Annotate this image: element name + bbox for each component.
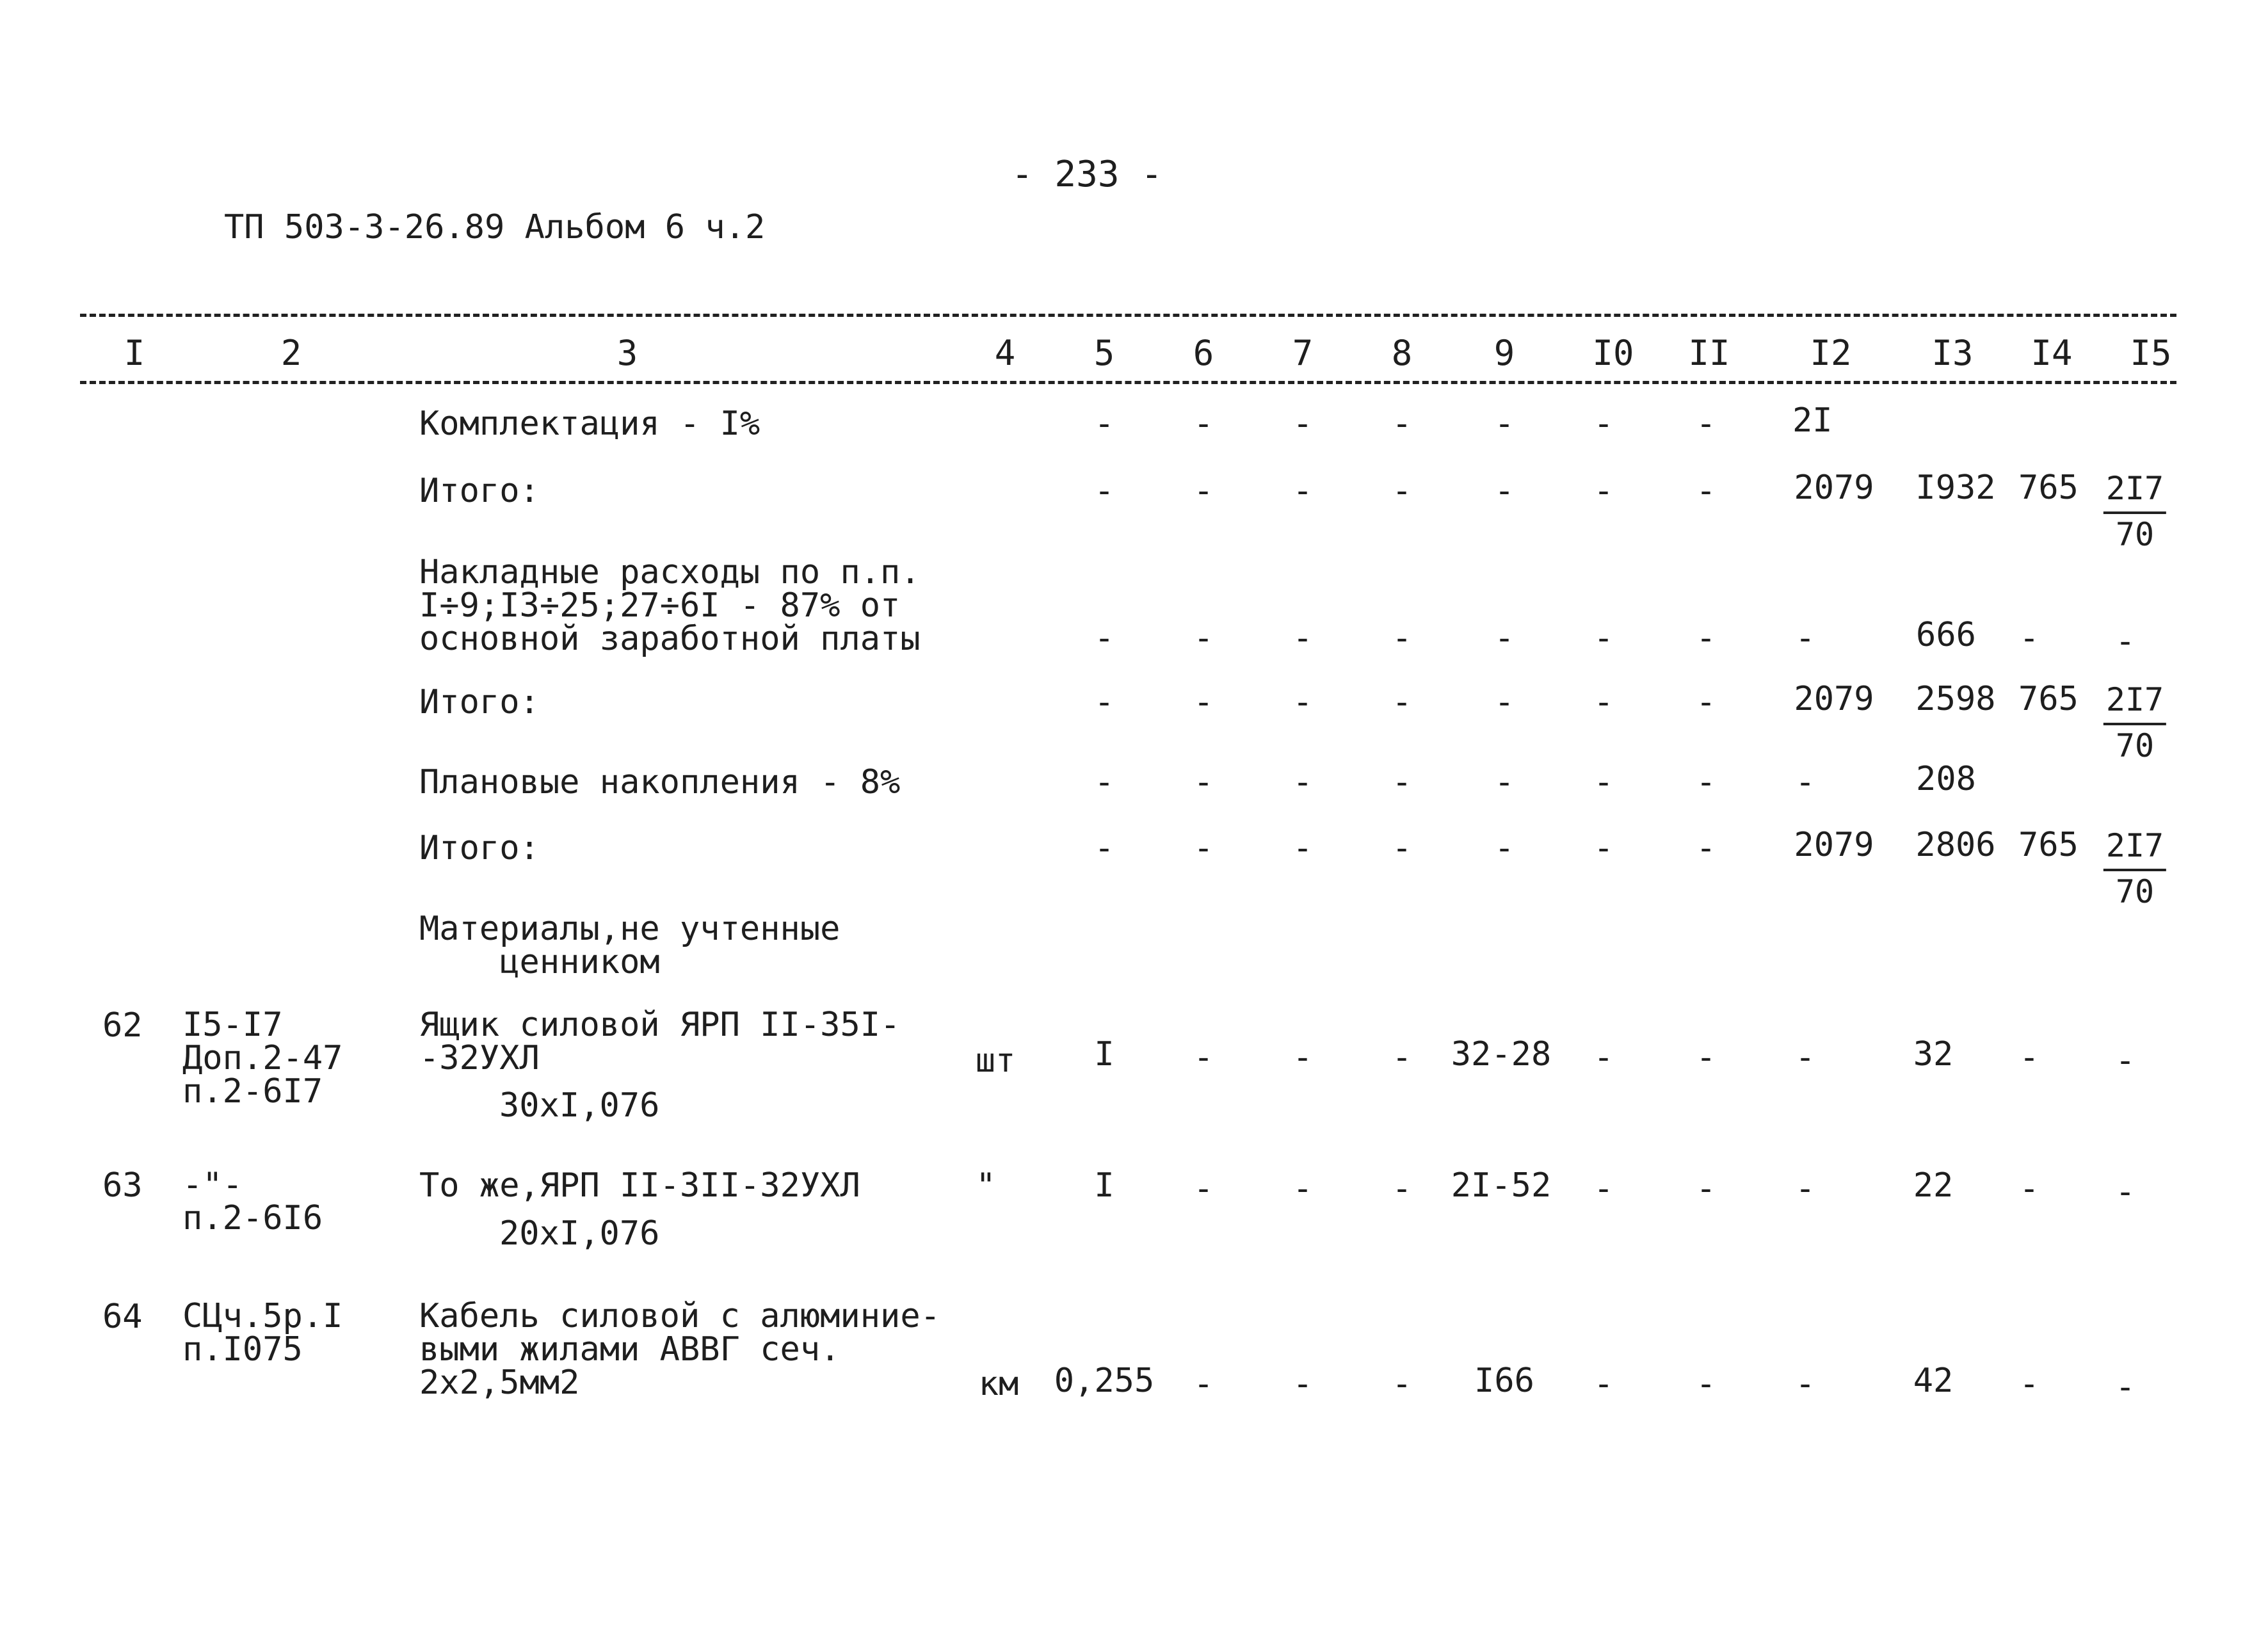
cell-col14: 765	[2018, 680, 2079, 718]
cell-unit: км	[978, 1365, 1019, 1403]
cell-col8: -	[1392, 1170, 1412, 1208]
price-code: СЦч.5р.I п.I075	[182, 1297, 343, 1369]
cell-col10: -	[1593, 472, 1614, 510]
cell-col5: I	[1094, 1035, 1114, 1074]
column-header-14: I4	[2031, 333, 2073, 373]
cell-col11: -	[1696, 619, 1716, 657]
cell-col7: -	[1292, 405, 1313, 443]
cell-col10: -	[1593, 1365, 1614, 1403]
column-header-1: I	[124, 333, 145, 373]
cell-col6: -	[1193, 683, 1214, 721]
cell-col12: 2079	[1794, 826, 1874, 864]
cell-col10: -	[1593, 1038, 1614, 1077]
cell-col12: -	[1795, 1170, 1815, 1208]
cell-col13: 32	[1913, 1035, 1954, 1074]
cell-col9: 2I-52	[1451, 1166, 1552, 1205]
cell-col12: 2079	[1794, 469, 1874, 507]
cell-col7: -	[1292, 829, 1313, 867]
column-header-7: 7	[1292, 333, 1314, 373]
cell-col9: -	[1494, 619, 1515, 657]
cell-col12: 2079	[1794, 680, 1874, 718]
price-code: I5-I7 Доп.2-47 п.2-6I7	[182, 1006, 343, 1111]
cell-col7: -	[1292, 619, 1313, 657]
cell-col11: -	[1696, 829, 1716, 867]
cell-col9: I66	[1474, 1362, 1534, 1400]
cell-col14: 765	[2018, 469, 2079, 507]
cell-unit: шт	[975, 1042, 1016, 1080]
cell-col6: -	[1193, 1038, 1214, 1077]
cell-col14: -	[2019, 1038, 2039, 1077]
cell-col8: -	[1392, 405, 1412, 443]
column-header-15: I5	[2130, 333, 2172, 373]
cell-col12: -	[1795, 763, 1815, 801]
cell-col11: -	[1696, 763, 1716, 801]
cell-col15: -	[2115, 1368, 2135, 1406]
row-number: 64	[102, 1298, 143, 1336]
cell-col13: 666	[1916, 616, 1976, 654]
cell-col6: -	[1193, 619, 1214, 657]
fraction-denominator: 70	[2115, 727, 2155, 764]
page-number: - 233 -	[1011, 154, 1163, 195]
cell-col9: -	[1494, 829, 1515, 867]
cell-col5: -	[1094, 405, 1114, 443]
cell-col13: 22	[1913, 1166, 1954, 1205]
cell-col13: I932	[1915, 469, 1996, 507]
cell-col14: -	[2019, 1365, 2039, 1403]
cell-col15-fraction	[2103, 471, 2166, 553]
cell-unit: "	[976, 1166, 996, 1205]
row-sub-formula: 30хI,076	[499, 1086, 660, 1125]
cell-col8: -	[1392, 1365, 1412, 1403]
cell-col10: -	[1593, 1170, 1614, 1208]
document-code: ТП 503-3-26.89 Альбом 6 ч.2	[224, 208, 766, 246]
header-rule-bottom	[80, 381, 2176, 384]
row-description: Итого:	[419, 683, 540, 721]
cell-col7: -	[1292, 1170, 1313, 1208]
column-header-10: I0	[1592, 333, 1634, 373]
cell-col11: -	[1696, 405, 1716, 443]
section-heading: Материалы,не учтенные ценником	[419, 910, 840, 981]
cell-col13: 42	[1913, 1362, 1954, 1400]
cell-col10: -	[1593, 763, 1614, 801]
row-number: 63	[102, 1166, 143, 1205]
row-description: Комплектация - I%	[419, 405, 760, 443]
cell-col13: 2598	[1915, 680, 1996, 718]
row-number: 62	[102, 1006, 143, 1045]
cell-col15: -	[2115, 1173, 2135, 1211]
cell-col15: -	[2115, 1042, 2135, 1080]
cell-col6: -	[1193, 829, 1214, 867]
cell-col8: -	[1392, 472, 1412, 510]
cell-col6: -	[1193, 763, 1214, 801]
cell-col11: -	[1696, 472, 1716, 510]
cell-col9: -	[1494, 683, 1515, 721]
row-description: Итого:	[419, 829, 540, 867]
cell-col14: -	[2019, 1170, 2039, 1208]
cell-col5: -	[1094, 472, 1114, 510]
header-rule-top	[80, 314, 2176, 317]
column-header-13: I3	[1931, 333, 1974, 373]
cell-col14: 765	[2018, 826, 2079, 864]
column-header-8: 8	[1391, 333, 1413, 373]
cell-col5: -	[1094, 619, 1114, 657]
cell-col12: -	[1795, 619, 1815, 657]
column-header-5: 5	[1093, 333, 1115, 373]
cell-col7: -	[1292, 472, 1313, 510]
cell-col5: -	[1094, 683, 1114, 721]
cell-col14: -	[2019, 619, 2039, 657]
cell-col6: -	[1193, 1170, 1214, 1208]
fraction-numerator: 2I7	[2103, 471, 2166, 514]
column-header-12: I2	[1810, 333, 1852, 373]
column-header-6: 6	[1193, 333, 1214, 373]
cell-col9: -	[1494, 763, 1515, 801]
cell-col15: -	[2115, 622, 2135, 661]
cell-col6: -	[1193, 1365, 1214, 1403]
row-sub-formula: 20хI,076	[499, 1214, 660, 1253]
fraction-numerator: 2I7	[2103, 828, 2166, 871]
column-header-9: 9	[1493, 333, 1515, 373]
cell-col6: -	[1193, 472, 1214, 510]
row-description: То же,ЯРП II-3II-32УХЛ	[419, 1166, 860, 1205]
cell-col10: -	[1593, 829, 1614, 867]
cell-col8: -	[1392, 829, 1412, 867]
fraction-denominator: 70	[2115, 873, 2155, 910]
cell-col15-fraction	[2103, 828, 2166, 910]
column-header-3: 3	[616, 333, 638, 373]
cell-col7: -	[1292, 1038, 1313, 1077]
cell-col9: -	[1494, 472, 1515, 510]
cell-col7: -	[1292, 763, 1313, 801]
cell-col11: -	[1696, 683, 1716, 721]
row-description: Ящик силовой ЯРП II-35I- -32УХЛ	[419, 1006, 901, 1077]
column-header-4: 4	[994, 333, 1016, 373]
cell-col5: I	[1094, 1166, 1114, 1205]
row-description: Плановые накопления - 8%	[419, 763, 901, 801]
cell-col5: 0,255	[1054, 1362, 1155, 1400]
cell-col13: 2806	[1915, 826, 1996, 864]
cell-col10: -	[1593, 683, 1614, 721]
fraction-numerator: 2I7	[2103, 682, 2166, 725]
fraction-denominator: 70	[2115, 515, 2155, 553]
cell-col7: -	[1292, 683, 1313, 721]
cell-col6: -	[1193, 405, 1214, 443]
cell-col7: -	[1292, 1365, 1313, 1403]
cell-col10: -	[1593, 619, 1614, 657]
cell-col11: -	[1696, 1038, 1716, 1077]
row-description: Накладные расходы по п.п. I÷9;I3÷25;27÷6I - 87% от основной заработной платы	[419, 553, 921, 658]
column-header-2: 2	[280, 333, 302, 373]
cell-col11: -	[1696, 1170, 1716, 1208]
cell-col5: -	[1094, 829, 1114, 867]
cell-col12: 2I	[1792, 401, 1833, 440]
cell-col9: 32-28	[1451, 1035, 1552, 1074]
cell-col5: -	[1094, 763, 1114, 801]
cell-col8: -	[1392, 1038, 1412, 1077]
cell-col10: -	[1593, 405, 1614, 443]
cell-col12: -	[1795, 1038, 1815, 1077]
row-description: Кабель силовой с алюминие- выми жилами АВВГ сеч. 2х2,5мм2	[419, 1297, 940, 1402]
column-header-11: II	[1688, 333, 1730, 373]
row-description: Итого:	[419, 472, 540, 510]
cell-col8: -	[1392, 683, 1412, 721]
cell-col12: -	[1795, 1365, 1815, 1403]
price-code: -"- п.2-6I6	[182, 1166, 323, 1237]
cell-col11: -	[1696, 1365, 1716, 1403]
cell-col15-fraction	[2103, 682, 2166, 764]
cell-col13: 208	[1916, 760, 1976, 798]
cell-col9: -	[1494, 405, 1515, 443]
cell-col8: -	[1392, 763, 1412, 801]
cell-col8: -	[1392, 619, 1412, 657]
